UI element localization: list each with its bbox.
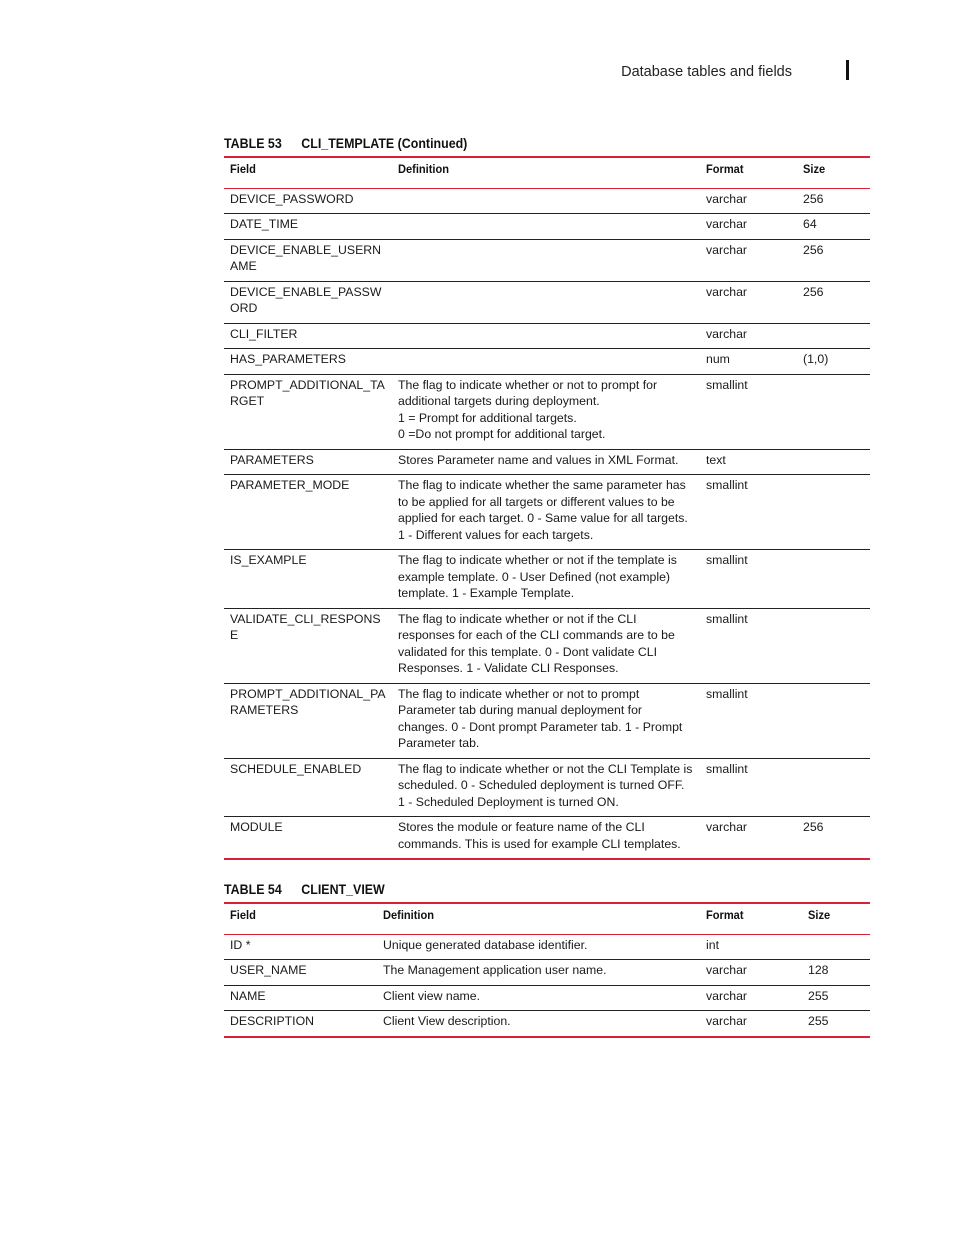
definition-cell: The flag to indicate whether or not if the CLI responses for each of the CLI commands are to be validated for this template. 0 - Dont validate CLI Responses. 1 - Validate CLI Responses. <box>392 608 700 683</box>
definition-cell: The Management application user name. <box>377 960 700 986</box>
table-53-caption <box>224 136 467 151</box>
table-row <box>224 323 870 349</box>
table-row <box>224 281 870 323</box>
definition-line: The flag to indicate whether or not to prompt for additional targets during deployment. <box>398 377 658 408</box>
format-cell: smallint <box>700 374 797 449</box>
column-header-field: Field <box>224 157 392 188</box>
format-cell: varchar <box>700 281 797 323</box>
definition-cell <box>392 214 700 240</box>
size-cell <box>797 758 870 817</box>
format-cell: smallint <box>700 475 797 550</box>
size-cell <box>797 323 870 349</box>
field-cell: VALIDATE_CLI_RESPONSE <box>224 608 392 683</box>
column-header-format: Format <box>700 903 802 934</box>
table-row <box>224 188 870 214</box>
field-cell: DEVICE_PASSWORD <box>224 188 392 214</box>
size-cell <box>797 550 870 609</box>
definition-cell: Client view name. <box>377 985 700 1011</box>
field-cell: SCHEDULE_ENABLED <box>224 758 392 817</box>
size-cell <box>797 475 870 550</box>
definition-cell: Unique generated database identifier. <box>377 934 700 960</box>
definition-cell: Stores Parameter name and values in XML Format. <box>392 449 700 475</box>
definition-cell: Stores the module or feature name of the CLI commands. This is used for example CLI templates. <box>392 817 700 860</box>
size-cell: 128 <box>802 960 870 986</box>
column-header-size: Size <box>802 903 870 934</box>
size-cell <box>797 608 870 683</box>
field-cell: IS_EXAMPLE <box>224 550 392 609</box>
definition-cell: The flag to indicate whether the same parameter has to be applied for all targets or different values to be applied for each target. 0 - Same value for all targets. 1 - Different values for each targets. <box>392 475 700 550</box>
definition-cell <box>392 188 700 214</box>
table-53-number: TABLE 53 <box>224 136 282 151</box>
definition-cell <box>392 323 700 349</box>
column-header-size: Size <box>797 157 870 188</box>
table-row <box>224 683 870 758</box>
running-header-title: Database tables and fields <box>621 64 792 80</box>
size-cell: 256 <box>797 281 870 323</box>
column-header-format: Format <box>700 157 797 188</box>
size-cell: 256 <box>797 817 870 860</box>
table-row <box>224 817 870 860</box>
field-cell: PROMPT_ADDITIONAL_PARAMETERS <box>224 683 392 758</box>
format-cell: varchar <box>700 239 797 281</box>
format-cell: smallint <box>700 683 797 758</box>
definition-cell: The flag to indicate whether or not to prompt Parameter tab during manual deployment for changes. 0 - Dont prompt Parameter tab. 1 - Prompt Parameter tab. <box>392 683 700 758</box>
field-cell: DATE_TIME <box>224 214 392 240</box>
format-cell: int <box>700 934 802 960</box>
size-cell <box>797 449 870 475</box>
format-cell: varchar <box>700 985 802 1011</box>
definition-cell: The flag to indicate whether or not the CLI Template is scheduled. 0 - Scheduled deployment is turned OFF. 1 - Scheduled Deployment is turned ON. <box>392 758 700 817</box>
size-cell: 256 <box>797 239 870 281</box>
size-cell <box>802 934 870 960</box>
field-cell: DESCRIPTION <box>224 1011 377 1037</box>
field-cell: PARAMETER_MODE <box>224 475 392 550</box>
table-row <box>224 960 870 986</box>
table-53 <box>224 156 870 860</box>
format-cell: text <box>700 449 797 475</box>
table-54-title: CLIENT_VIEW <box>301 882 385 897</box>
format-cell: varchar <box>700 960 802 986</box>
table-54-number: TABLE 54 <box>224 882 282 897</box>
field-cell: NAME <box>224 985 377 1011</box>
size-cell: (1,0) <box>797 349 870 375</box>
format-cell: varchar <box>700 188 797 214</box>
table-row <box>224 550 870 609</box>
format-cell: smallint <box>700 758 797 817</box>
format-cell: varchar <box>700 1011 802 1037</box>
definition-line: 1 = Prompt for additional targets. <box>398 410 577 425</box>
format-cell: varchar <box>700 214 797 240</box>
column-header-definition: Definition <box>377 903 700 934</box>
table-row <box>224 758 870 817</box>
field-cell: CLI_FILTER <box>224 323 392 349</box>
field-cell: DEVICE_ENABLE_USERNAME <box>224 239 392 281</box>
table-54 <box>224 902 870 1038</box>
table-row <box>224 985 870 1011</box>
column-header-field: Field <box>224 903 377 934</box>
table-row <box>224 934 870 960</box>
table-row <box>224 1011 870 1037</box>
format-cell: smallint <box>700 608 797 683</box>
size-cell <box>797 374 870 449</box>
header-bar <box>846 60 849 80</box>
size-cell: 64 <box>797 214 870 240</box>
field-cell: DEVICE_ENABLE_PASSWORD <box>224 281 392 323</box>
size-cell: 256 <box>797 188 870 214</box>
field-cell: PARAMETERS <box>224 449 392 475</box>
definition-cell: The flag to indicate whether or not if the template is example template. 0 - User Defined (not example) template. 1 - Example Template. <box>392 550 700 609</box>
size-cell: 255 <box>802 1011 870 1037</box>
table-54-caption <box>224 882 385 897</box>
definition-line: 0 =Do not prompt for additional target. <box>398 427 606 441</box>
table-row <box>224 214 870 240</box>
size-cell: 255 <box>802 985 870 1011</box>
table-row <box>224 349 870 375</box>
field-cell: HAS_PARAMETERS <box>224 349 392 375</box>
table-row <box>224 475 870 550</box>
definition-cell <box>392 281 700 323</box>
size-cell <box>797 683 870 758</box>
field-cell: MODULE <box>224 817 392 860</box>
definition-cell: Client View description. <box>377 1011 700 1037</box>
definition-cell <box>392 374 700 449</box>
definition-cell <box>392 349 700 375</box>
table-54-header-row <box>224 903 870 934</box>
field-cell: PROMPT_ADDITIONAL_TARGET <box>224 374 392 449</box>
column-header-definition: Definition <box>392 157 700 188</box>
format-cell: varchar <box>700 323 797 349</box>
table-row <box>224 608 870 683</box>
table-53-header-row <box>224 157 870 188</box>
field-cell: ID * <box>224 934 377 960</box>
format-cell: smallint <box>700 550 797 609</box>
format-cell: num <box>700 349 797 375</box>
table-row <box>224 239 870 281</box>
format-cell: varchar <box>700 817 797 860</box>
table-53-title: CLI_TEMPLATE (Continued) <box>301 136 468 151</box>
table-row <box>224 374 870 449</box>
definition-cell <box>392 239 700 281</box>
field-cell: USER_NAME <box>224 960 377 986</box>
table-row <box>224 449 870 475</box>
